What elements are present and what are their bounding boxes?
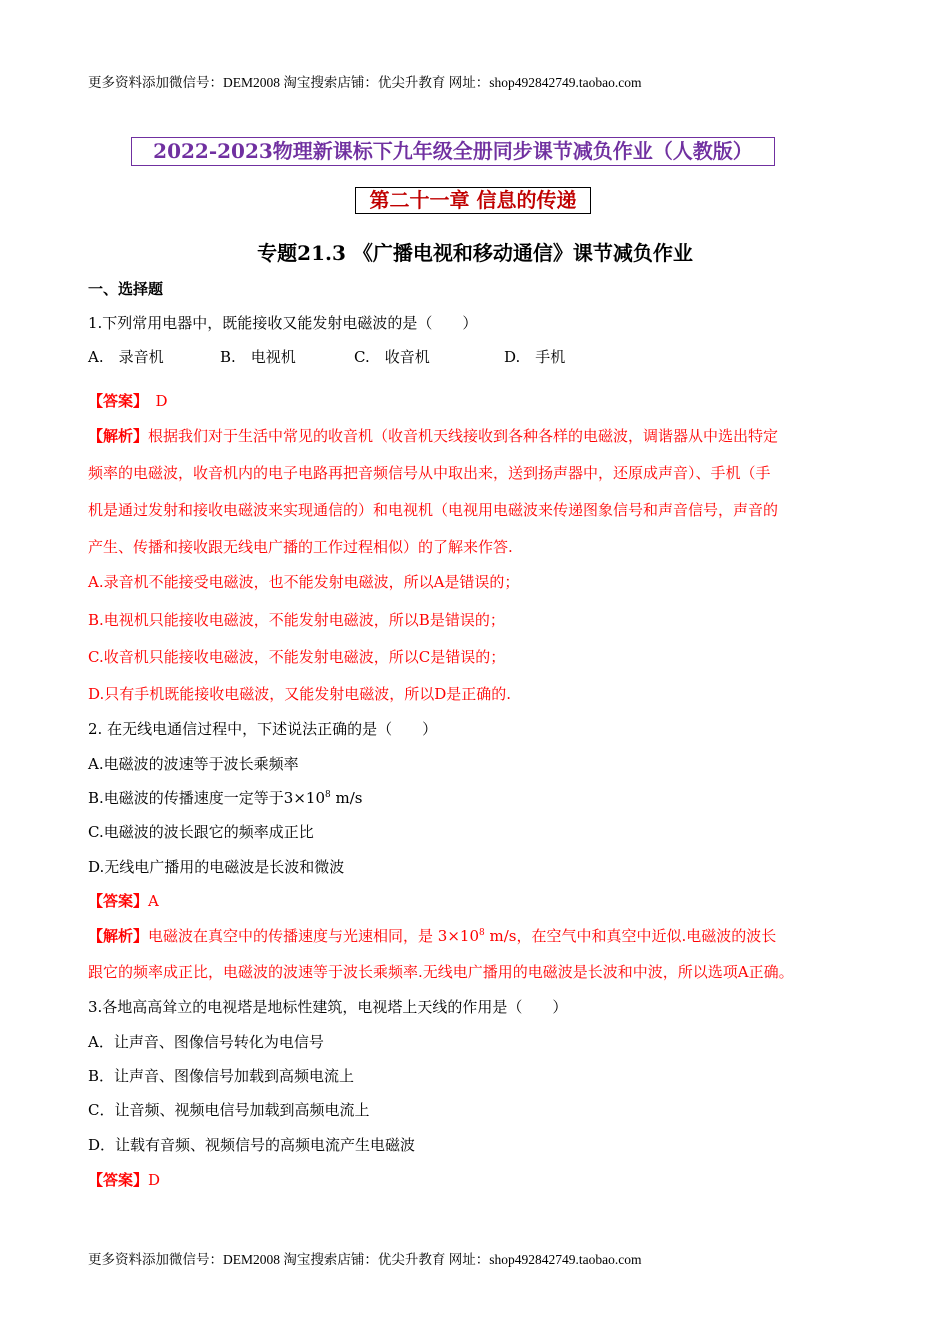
q2-option-b bbox=[88, 787, 362, 808]
q1-analysis-line-1 bbox=[88, 425, 778, 446]
section-heading: 一、选择题 bbox=[88, 280, 164, 298]
q2-option-c: C.电磁波的波长跟它的频率成正比 bbox=[88, 823, 314, 841]
q2-option-b-text: B.电磁波的传播速度一定等于3×10 bbox=[88, 789, 325, 807]
analysis-text: 电磁波在真空中的传播速度与光速相同，是 3×10 bbox=[148, 927, 479, 945]
analysis-text: m/s，在空气中和真空中近似.电磁波的波长 bbox=[484, 927, 777, 945]
q2-answer bbox=[88, 890, 159, 911]
topic-title: 专题21.3 《广播电视和移动通信》课节减负作业 bbox=[257, 241, 693, 265]
answer-tag: 【答案】 bbox=[88, 1171, 149, 1189]
q3-option-a: A．让声音、图像信号转化为电信号 bbox=[88, 1033, 324, 1051]
exponent: 8 bbox=[479, 928, 485, 938]
q3-option-d: D．让载有音频、视频信号的高频电流产生电磁波 bbox=[88, 1136, 416, 1154]
answer-tag: 【答案】 bbox=[88, 892, 149, 910]
q2-analysis-line-1 bbox=[88, 925, 776, 946]
document-title: 2022-2023物理新课标下九年级全册同步课节减负作业（人教版） bbox=[131, 137, 775, 166]
analysis-text: 根据我们对于生活中常见的收音机（收音机天线接收到各种各样的电磁波，调谐器从中选出特定 bbox=[148, 427, 779, 445]
q1-analysis-line-7: C.收音机只能接收电磁波，不能发射电磁波，所以C是错误的； bbox=[88, 648, 506, 666]
q3-answer bbox=[88, 1169, 160, 1190]
q1-option-b: B. 电视机 bbox=[220, 348, 296, 366]
q2-analysis-line-2: 跟它的频率成正比，电磁波的波速等于波长乘频率.无线电广播用的电磁波是长波和中波，所以选项A正确。 bbox=[88, 963, 794, 981]
q2-stem: 2. 在无线电通信过程中，下述说法正确的是（ ） bbox=[88, 720, 438, 738]
analysis-tag: 【解析】 bbox=[88, 427, 149, 445]
q1-analysis-line-2: 频率的电磁波，收音机内的电子电路再把音频信号从中取出来，送到扬声器中，还原成声音）、手机（手 bbox=[88, 464, 771, 482]
q1-stem: 1.下列常用电器中，既能接收又能发射电磁波的是（ ） bbox=[88, 314, 478, 332]
q3-option-c: C．让音频、视频电信号加载到高频电流上 bbox=[88, 1101, 370, 1119]
q1-analysis-line-8: D.只有手机既能接收电磁波，又能发射电磁波，所以D是正确的. bbox=[88, 685, 512, 703]
q1-answer-value: D bbox=[140, 392, 168, 410]
q3-option-b: B．让声音、图像信号加载到高频电流上 bbox=[88, 1067, 355, 1085]
q1-option-a: A. 录音机 bbox=[88, 348, 164, 366]
q1-analysis-line-5: A.录音机不能接受电磁波，也不能发射电磁波，所以A是错误的； bbox=[88, 573, 520, 591]
q3-answer-value: D bbox=[148, 1171, 161, 1189]
analysis-tag: 【解析】 bbox=[88, 927, 149, 945]
page-header: 更多资料添加微信号：DEM2008 淘宝搜索店铺：优尖升教育 网址：shop492842749.taobao.com bbox=[88, 75, 642, 90]
answer-tag: 【答案】 bbox=[88, 392, 141, 410]
q1-option-c: C. 收音机 bbox=[354, 348, 430, 366]
q2-option-d: D.无线电广播用的电磁波是长波和微波 bbox=[88, 858, 345, 876]
page-footer: 更多资料添加微信号：DEM2008 淘宝搜索店铺：优尖升教育 网址：shop492842749.taobao.com bbox=[88, 1252, 642, 1267]
q2-answer-value: A bbox=[148, 892, 159, 910]
chapter-title: 第二十一章 信息的传递 bbox=[355, 187, 591, 214]
exponent: 8 bbox=[325, 790, 331, 800]
unit: m/s bbox=[330, 789, 363, 807]
q1-option-d: D. 手机 bbox=[504, 348, 566, 366]
q1-analysis-line-4: 产生、传播和接收跟无线电广播的工作过程相似）的了解来作答. bbox=[88, 538, 513, 556]
q1-answer bbox=[88, 390, 168, 411]
q3-stem: 3.各地高高耸立的电视塔是地标性建筑，电视塔上天线的作用是（ ） bbox=[88, 998, 568, 1016]
q1-analysis-line-6: B.电视机只能接收电磁波，不能发射电磁波，所以B是错误的； bbox=[88, 611, 505, 629]
q2-option-a: A.电磁波的波速等于波长乘频率 bbox=[88, 755, 299, 773]
q1-analysis-line-3: 机是通过发射和接收电磁波来实现通信的）和电视机（电视用电磁波来传递图象信号和声音信号，声音的 bbox=[88, 501, 779, 519]
